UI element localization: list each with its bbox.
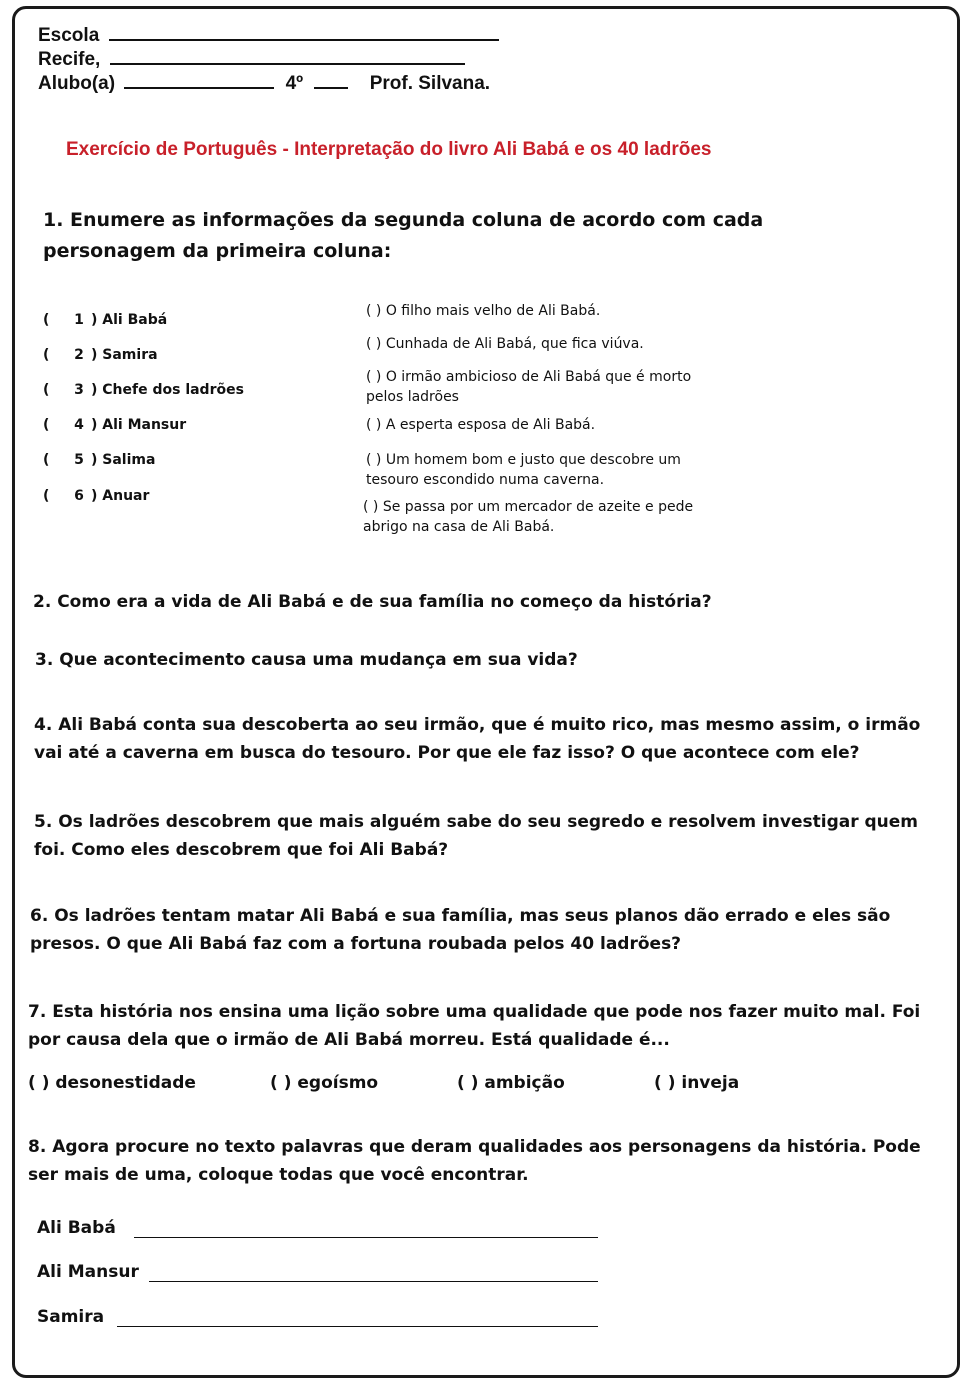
header-escola-line <box>38 22 499 47</box>
character-item: ( 4 ) Ali Mansur <box>43 417 187 433</box>
answer-line-ali-mansur[interactable] <box>149 1281 598 1282</box>
character-item: ( 5 ) Salima <box>43 452 156 468</box>
option-desonestidade[interactable]: ( ) desonestidade <box>28 1073 196 1093</box>
character-item: ( 3 ) Chefe dos ladrões <box>43 382 244 398</box>
recife-label: Recife, <box>38 49 101 70</box>
answer-label: Samira <box>37 1307 105 1327</box>
answer-label: Ali Mansur <box>37 1262 139 1282</box>
grade-label: 4º <box>285 73 304 94</box>
character-item: ( 2 ) Samira <box>43 347 158 363</box>
character-item: ( 1 ) Ali Babá <box>43 312 168 328</box>
escola-label: Escola <box>38 25 100 46</box>
question-4: 4. Ali Babá conta sua descoberta ao seu irmão, que é muito rico, mas mesmo assim, o irmão vai até a caverna em busca do tesouro. Por que ele faz isso? O que acontece com ele? <box>34 715 921 763</box>
question-7: 7. Esta história nos ensina uma lição sobre uma qualidade que pode nos fazer muito mal. Foi por causa dela que o irmão de Ali Babá morreu. Está qualidade é... <box>28 1002 921 1050</box>
description-item[interactable]: ( ) O irmão ambicioso de Ali Babá que é morto pelos ladrões <box>366 369 692 405</box>
recife-field[interactable] <box>110 46 465 65</box>
option-inveja[interactable]: ( ) inveja <box>654 1073 740 1093</box>
worksheet-title: Exercício de Português - Interpretação do livro Ali Babá e os 40 ladrões <box>66 139 712 160</box>
description-item[interactable]: ( ) O filho mais velho de Ali Babá. <box>366 303 601 319</box>
answer-label: Ali Babá <box>37 1218 116 1238</box>
question-5: 5. Os ladrões descobrem que mais alguém sabe do seu segredo e resolvem investigar quem foi. Como eles descobrem que foi Ali Babá? <box>34 812 919 860</box>
description-item[interactable]: ( ) A esperta esposa de Ali Babá. <box>366 417 596 433</box>
option-egoismo[interactable]: ( ) egoísmo <box>270 1073 379 1093</box>
header-aluno-line <box>38 70 490 95</box>
class-field[interactable] <box>314 70 348 89</box>
aluno-field[interactable] <box>124 70 274 89</box>
teacher-name: Prof. Silvana. <box>369 73 491 94</box>
question-3: 3. Que acontecimento causa uma mudança em sua vida? <box>35 650 578 670</box>
description-item[interactable]: ( ) Se passa por um mercador de azeite e pede abrigo na casa de Ali Babá. <box>363 499 694 535</box>
description-item[interactable]: ( ) Um homem bom e justo que descobre um tesouro escondido numa caverna. <box>366 452 681 488</box>
description-item[interactable]: ( ) Cunhada de Ali Babá, que fica viúva. <box>366 336 644 352</box>
answer-line-ali-baba[interactable] <box>134 1237 598 1238</box>
question-1: 1. Enumere as informações da segunda coluna de acordo com cada personagem da primeira coluna: <box>43 209 764 262</box>
character-item: ( 6 ) Anuar <box>43 488 150 504</box>
header-recife-line <box>38 46 465 71</box>
question-2: 2. Como era a vida de Ali Babá e de sua família no começo da história? <box>33 592 712 612</box>
aluno-label: Alubo(a) <box>38 73 116 94</box>
question-6: 6. Os ladrões tentam matar Ali Babá e sua família, mas seus planos dão errado e eles são presos. O que Ali Babá faz com a fortuna roubada pelos 40 ladrões? <box>30 906 891 954</box>
answer-line-samira[interactable] <box>117 1326 598 1327</box>
escola-field[interactable] <box>109 22 499 41</box>
question-8: 8. Agora procure no texto palavras que deram qualidades aos personagens da história. Pode ser mais de uma, coloque todas que você encontrar. <box>28 1137 921 1185</box>
option-ambicao[interactable]: ( ) ambição <box>457 1073 565 1093</box>
